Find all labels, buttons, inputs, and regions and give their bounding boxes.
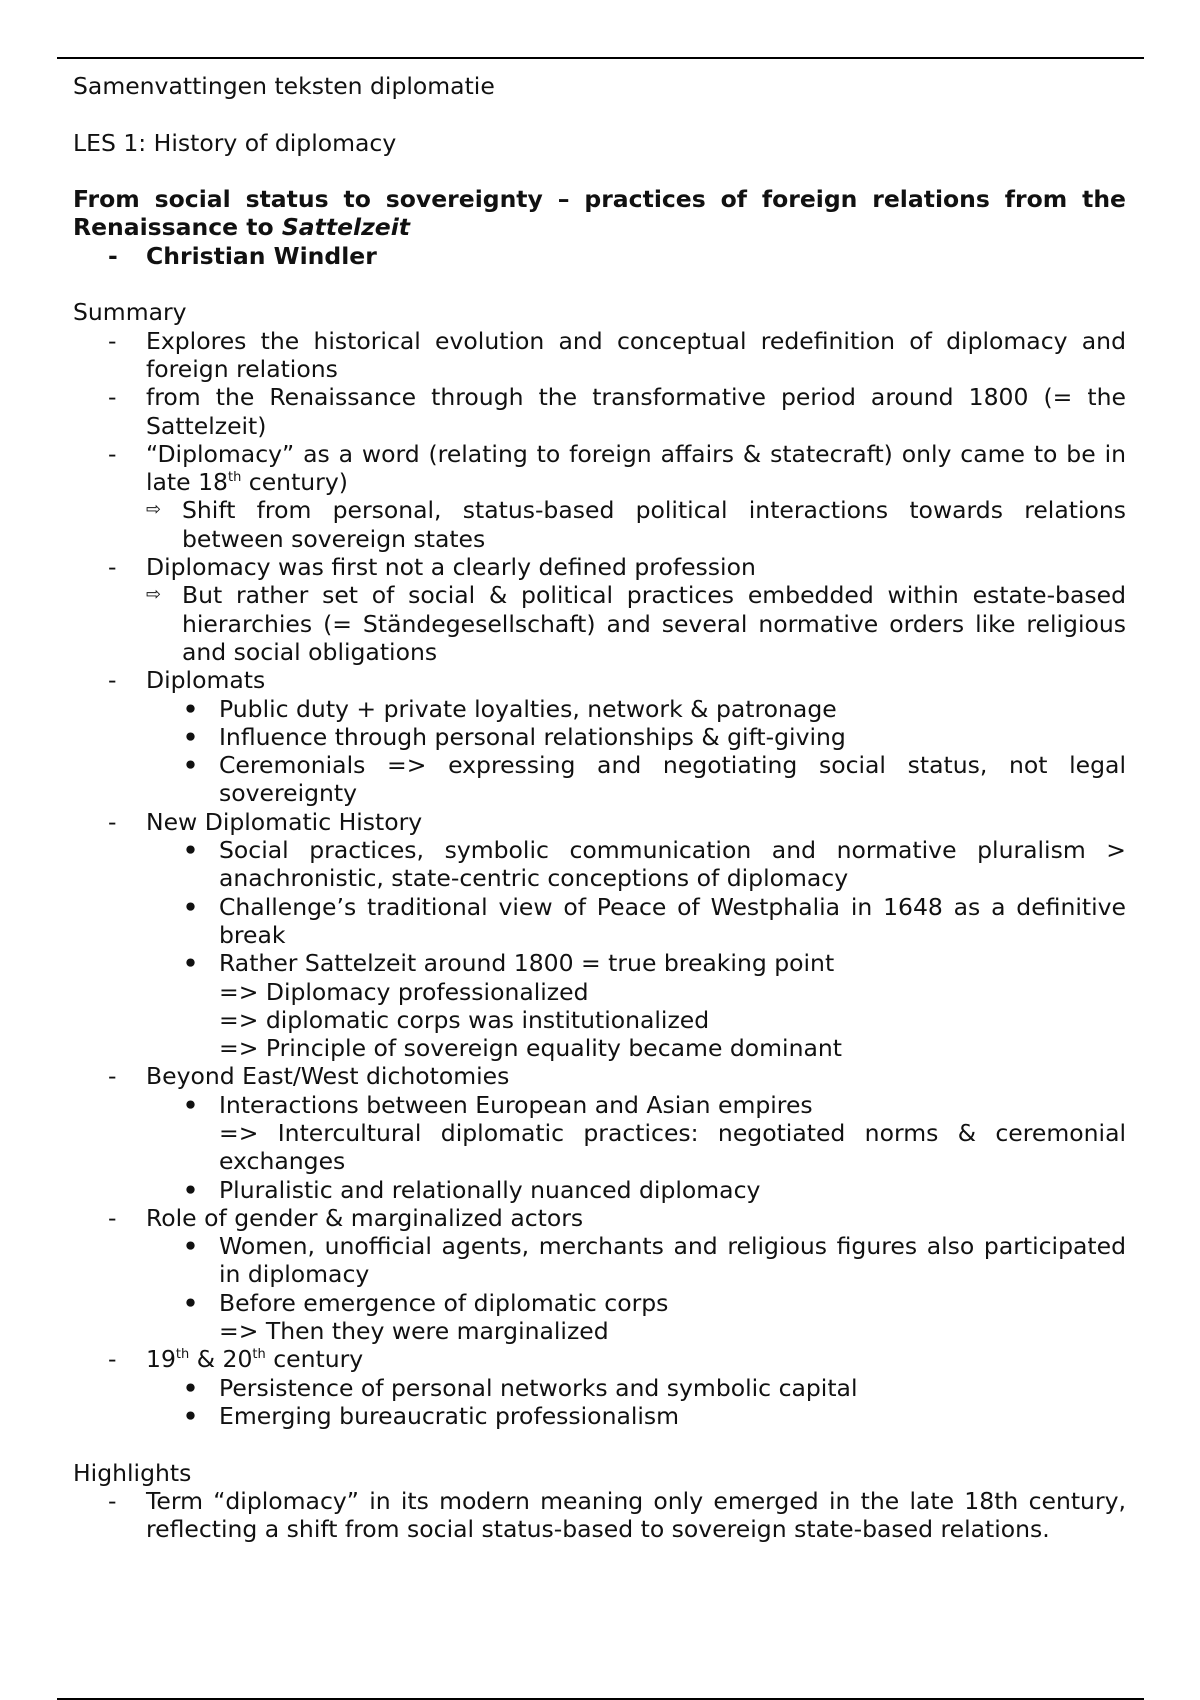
list-item [73,327,1126,384]
highlights-heading: Highlights [73,1458,192,1487]
continuation-line: => diplomatic corps was institutionalized [219,1005,710,1034]
dash-marker: - [108,326,117,355]
bullet-item-text: Ceremonials => expressing and negotiating social status, not legal sovereignty [219,751,1126,808]
arrow-item [73,496,1126,553]
bullet-item [73,751,1126,808]
bullet-item-text: Social practices, symbolic communication and normative pluralism > anachronistic, state-centric conceptions of diplomacy [219,836,1126,893]
bullet-icon: • [183,1401,199,1430]
document-body [73,72,1126,1543]
bullet-item [73,1374,1126,1402]
bullet-icon: • [183,949,199,978]
bullet-item-text: Pluralistic and relationally nuanced diplomacy [219,1175,761,1204]
dash-marker: - [108,1486,117,1515]
dash-marker: - [108,553,117,582]
list-item-text: 19 [146,1345,176,1374]
list-item-text: Role of gender & marginalized actors [146,1203,584,1232]
dash-marker: - [108,1345,117,1374]
bullet-item-text: Rather Sattelzeit around 1800 = true breaking point [219,949,835,978]
author-name: Christian Windler [146,241,377,270]
bullet-item [73,1232,1126,1289]
bullet-item [73,1289,1126,1317]
bullet-item [73,723,1126,751]
list-item-text: century [265,1345,364,1374]
list-item-text: Explores the historical evolution and conceptual redefinition of diplomacy and foreign relations [146,326,1126,383]
list-item-text: Beyond East/West dichotomies [146,1062,510,1091]
arrow-icon: ⇨ [146,499,162,521]
continuation-line: => Intercultural diplomatic practices: negotiated norms & ceremonial exchanges [219,1118,1126,1176]
superscript: th [252,1347,266,1363]
dash-marker: - [108,807,117,836]
list-item-text: “Diplomacy” as a word (relating to foreign affairs & statecraft) only came to be in late 18 [146,439,1126,497]
arrow-item-text: But rather set of social & political practices embedded within estate-based hierarchies (= Ständegesellschaft) and several normative orders like religious and social obligations [182,581,1126,666]
bullet-item [73,949,1126,977]
bullet-item [73,1091,1126,1119]
bullet-icon: • [183,751,199,780]
dash-marker: - [108,1203,117,1232]
dash-marker: - [108,383,117,412]
bullet-item-text: Public duty + private loyalties, network & patronage [219,694,837,723]
article-title-text: From social status to sovereignty – practices of foreign relations from the Renaissance to [73,185,1126,242]
dash-marker: - [108,241,118,270]
list-item [73,808,1126,836]
bullet-item [73,1402,1126,1430]
bullet-icon: • [183,1373,199,1402]
bullet-icon: • [183,836,199,865]
bullet-item-text: Interactions between European and Asian empires [219,1090,813,1119]
article-title-emphasis: Sattelzeit [281,213,411,242]
bullet-item-text: Women, unofficial agents, merchants and religious figures also participated in diplomacy [219,1232,1126,1289]
arrow-icon: ⇨ [146,584,162,606]
lesson-heading: LES 1: History of diplomacy [73,128,397,157]
bullet-icon: • [183,1090,199,1119]
list-item [73,1345,1126,1373]
dash-marker: - [108,1062,117,1091]
bullet-item-text: Persistence of personal networks and symbolic capital [219,1373,858,1402]
list-item [73,1062,1126,1090]
bullet-item [73,1176,1126,1204]
superscript: th [175,1347,190,1363]
arrow-item [73,581,1126,666]
bullet-icon: • [183,694,199,723]
list-item-text: century) [241,468,348,497]
bullet-item [73,695,1126,723]
bullet-item-text: Emerging bureaucratic professionalism [219,1401,680,1430]
bullet-item-text: Before emergence of diplomatic corps [219,1288,669,1317]
top-rule [57,57,1144,59]
list-item [73,666,1126,694]
list-item-text: & 20 [189,1345,253,1374]
article-author [73,242,1126,270]
bullet-item-text: Challenge’s traditional view of Peace of Westphalia in 1648 as a definitive break [219,892,1126,949]
article-title [73,185,1126,242]
list-item-text: from the Renaissance through the transformative period around 1800 (= the Sattelzeit) [146,383,1126,440]
bullet-icon: • [183,1175,199,1204]
bullet-icon: • [183,1232,199,1261]
continuation-line: => Then they were marginalized [219,1317,609,1346]
bullet-item-text: Influence through personal relationships & gift-giving [219,722,846,751]
continuation-line: => Diplomacy professionalized [219,977,589,1006]
bullet-icon: • [183,722,199,751]
list-item-text: Term “diplomacy” in its modern meaning only emerged in the late 18th century, reflecting a shift from social status-based to sovereign state-based relations. [146,1486,1126,1544]
list-item-text: Diplomacy was first not a clearly defined profession [146,553,756,582]
bullet-icon: • [183,892,199,921]
continuation-line: => Principle of sovereign equality became dominant [219,1034,842,1063]
dash-marker: - [108,439,117,468]
superscript: th [227,470,242,486]
list-item [73,1487,1126,1544]
bullet-icon: • [183,1288,199,1317]
list-item [73,553,1126,581]
list-item [73,383,1126,440]
bullet-item [73,893,1126,950]
summary-heading: Summary [73,298,187,327]
document-title: Samenvattingen teksten diplomatie [73,72,495,100]
dash-marker: - [108,666,117,695]
list-item [73,440,1126,497]
arrow-item-text: Shift from personal, status-based political interactions towards relations between sovereign states [182,496,1126,553]
list-item-text: Diplomats [146,666,266,695]
bullet-item [73,836,1126,893]
list-item [73,1204,1126,1232]
list-item-text: New Diplomatic History [146,807,423,836]
